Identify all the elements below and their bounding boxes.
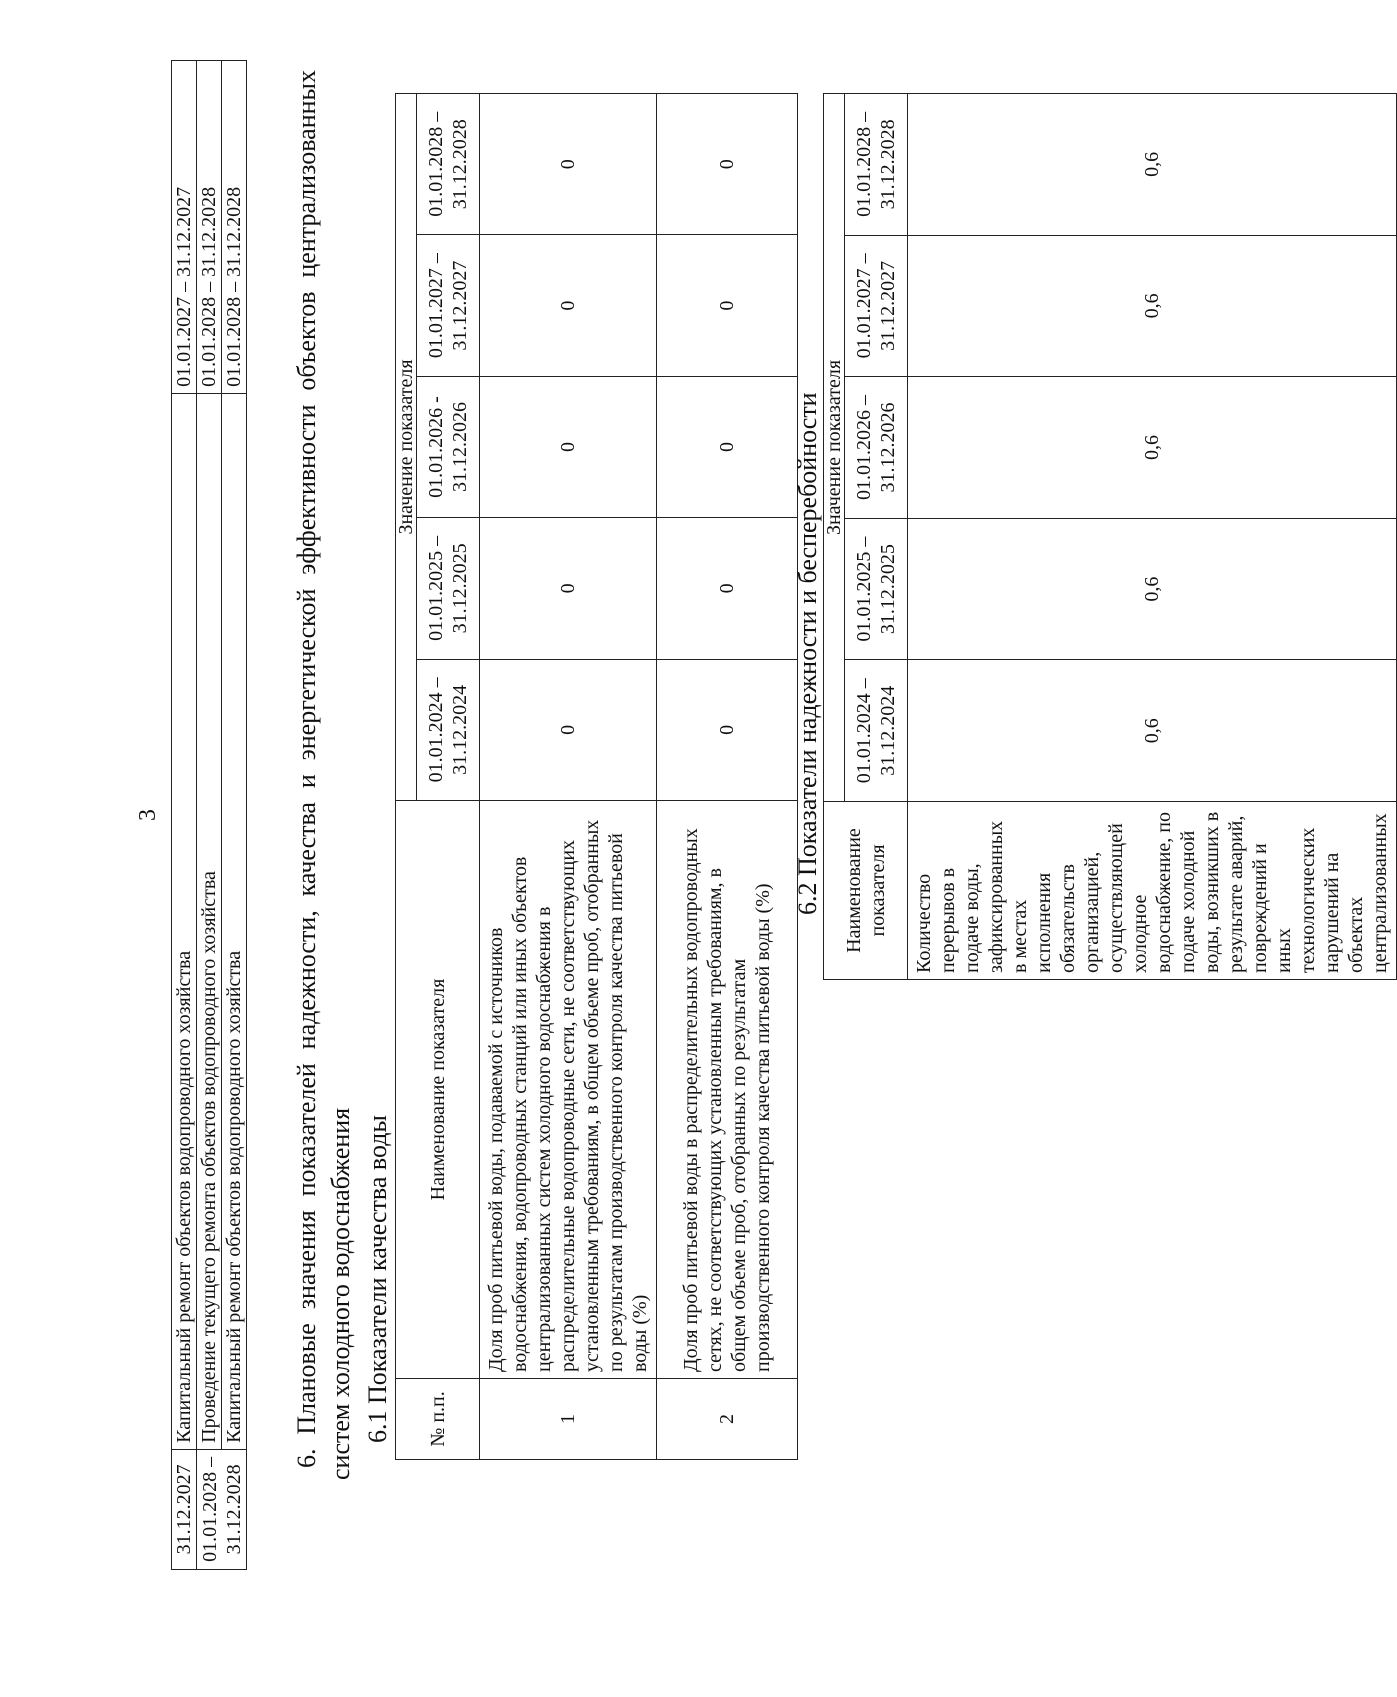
- header-name: Наименование показателя: [824, 802, 908, 980]
- section-6-2-heading: 6.2 Показатели надежности и бесперебойности: [793, 392, 822, 915]
- row-name: Количество перерывов в подаче воды, зафиксированных в местах исполнения обязательств организацией, осуществляющей холодное водоснабжение, по подаче холодной воды, возникших в результате аварий, повреждений и иных технологических нарушений на объектах централизованных: [908, 802, 1397, 980]
- quality-table: [395, 93, 798, 1460]
- row-value: 0,6: [908, 660, 1397, 802]
- event-deadline: 01.01.2027 – 31.12.2027: [172, 61, 197, 394]
- row-value: 0: [480, 235, 657, 376]
- page-number: 3: [135, 809, 161, 821]
- row-value: 0,6: [908, 235, 1397, 377]
- row-value: 0: [657, 235, 798, 376]
- row-value: 0: [480, 518, 657, 659]
- table-header-row: [396, 94, 417, 1460]
- header-period: 01.01.2024 – 31.12.2024: [845, 660, 908, 802]
- table-row: [480, 94, 657, 1460]
- table-header-row: [824, 94, 845, 980]
- row-value: 0: [480, 376, 657, 517]
- table-row: [197, 61, 222, 1570]
- row-value: 0,6: [908, 518, 1397, 660]
- events-table: [171, 60, 247, 1570]
- header-period: 01.01.2026 - 31.12.2026: [417, 376, 480, 517]
- row-name: Доля проб питьевой воды в распределительных водопроводных сетях, не соответствующих установленным требованиям, в общем объеме проб, отобранных по результатам производственного контроля качества питьевой воды (%): [657, 801, 798, 1379]
- header-period: 01.01.2027 – 31.12.2027: [417, 235, 480, 376]
- row-value: 0: [480, 94, 657, 235]
- header-name: Наименование показателя: [396, 801, 480, 1379]
- event-period: 31.12.2027: [172, 1449, 197, 1569]
- row-value: 0: [657, 376, 798, 517]
- header-period: 01.01.2028 – 31.12.2028: [417, 94, 480, 235]
- event-deadline: 01.01.2028 – 31.12.2028: [222, 61, 247, 394]
- table-row: [222, 61, 247, 1570]
- header-num: № п.п.: [396, 1379, 480, 1460]
- row-num: 2: [657, 1379, 798, 1460]
- row-value: 0: [657, 518, 798, 659]
- header-period: 01.01.2026 – 31.12.2026: [845, 377, 908, 519]
- header-period: 01.01.2024 – 31.12.2024: [417, 659, 480, 800]
- header-value: Значение показателя: [824, 94, 845, 802]
- reliability-table: [823, 93, 1397, 980]
- row-num: 1: [480, 1379, 657, 1460]
- section-6-1-heading: 6.1 Показатели качества воды: [363, 1115, 392, 1443]
- rotated-page-content: [155, 70, 1391, 1640]
- event-description: Капитальный ремонт объектов водопроводного хозяйства: [172, 393, 197, 1449]
- section-6-heading: 6. Плановые значения показателей надежности, качества и энергетической эффективности объектов централизованных систем холодного водоснабжения: [292, 70, 355, 1480]
- table-row: [172, 61, 197, 1570]
- header-value: Значение показателя: [396, 94, 417, 801]
- row-value: 0: [657, 94, 798, 235]
- row-name: Доля проб питьевой воды, подаваемой с источников водоснабжения, водопроводных станций или иных объектов централизованных систем холодного водоснабжения в распределительные водопроводные сети, не соответствующих установленным требованиям, в общем объеме проб, отобранных по результатам производственного контроля качества питьевой воды (%): [480, 801, 657, 1379]
- row-value: 0: [657, 659, 798, 800]
- header-period: 01.01.2025 – 31.12.2025: [417, 518, 480, 659]
- event-description: Проведение текущего ремонта объектов водопроводного хозяйства: [197, 393, 222, 1449]
- table-row: [908, 94, 1397, 980]
- event-deadline: 01.01.2028 – 31.12.2028: [197, 61, 222, 394]
- row-value: 0,6: [908, 94, 1397, 236]
- row-value: 0: [480, 659, 657, 800]
- event-period: 01.01.2028 – 31.12.2028: [197, 1449, 247, 1569]
- header-period: 01.01.2027 – 31.12.2027: [845, 235, 908, 377]
- header-period: 01.01.2028 – 31.12.2028: [845, 94, 908, 236]
- header-period: 01.01.2025 – 31.12.2025: [845, 518, 908, 660]
- event-description: Капитальный ремонт объектов водопроводного хозяйства: [222, 393, 247, 1449]
- row-value: 0,6: [908, 377, 1397, 519]
- table-row: [657, 94, 798, 1460]
